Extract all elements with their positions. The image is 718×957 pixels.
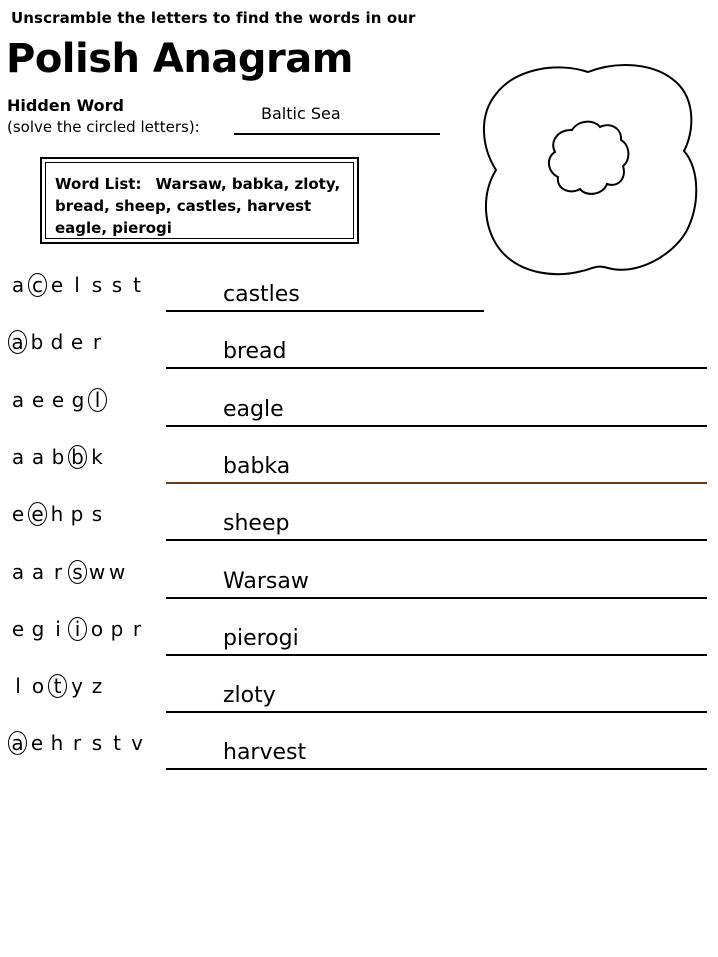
answer-text[interactable]: eagle [223, 396, 284, 422]
letter: p [70, 502, 84, 527]
letter: o [90, 616, 104, 641]
letter: k [91, 444, 103, 469]
hidden-word-line [234, 133, 440, 135]
answer-line [166, 367, 707, 369]
anagram-row [0, 560, 718, 618]
letter: g [71, 387, 85, 412]
anagram-row [0, 388, 718, 446]
letter: s [91, 273, 103, 297]
word-list-line-3: eagle, pierogi [55, 219, 172, 237]
letter: r [92, 330, 102, 355]
answer-line [166, 425, 707, 427]
letter: e [11, 502, 25, 527]
letter: e [50, 273, 64, 297]
word-list-label: Word List: [55, 175, 142, 193]
letter: a [11, 273, 25, 297]
intro-text: Unscramble the letters to find the words in our [11, 9, 416, 27]
letter: a [11, 387, 25, 412]
letter: a [31, 444, 45, 469]
anagram-row [0, 674, 718, 732]
letter: y [71, 674, 83, 699]
letter: b [30, 330, 44, 355]
circled-letter: e [28, 502, 47, 526]
answer-text[interactable]: babka [223, 453, 291, 479]
anagram-row [0, 273, 718, 331]
letter: z [91, 674, 103, 699]
letter: l [74, 273, 80, 297]
letter: e [51, 387, 65, 412]
hidden-word-label: Hidden Word [7, 96, 125, 115]
circled-letter: i [68, 617, 87, 641]
word-list-words-1: Warsaw, babka, zloty, [155, 175, 341, 193]
letter: o [31, 674, 45, 699]
letter: l [15, 674, 21, 699]
letter: r [53, 559, 63, 584]
circled-letter: a [8, 731, 27, 755]
answer-text[interactable]: Warsaw [223, 568, 309, 594]
scrambled-letters [8, 388, 107, 412]
scrambled-letters [8, 502, 107, 526]
scrambled-letters [8, 674, 107, 698]
scrambled-letters [8, 330, 107, 354]
word-list-text [55, 173, 340, 239]
letter: e [30, 731, 44, 756]
circled-letter: l [88, 388, 107, 412]
letter: d [50, 330, 64, 355]
anagram-row [0, 445, 718, 503]
letter: a [11, 444, 25, 469]
letter: e [11, 616, 25, 641]
answer-line [166, 482, 707, 484]
circled-letter: a [8, 330, 27, 354]
word-list-line-1 [55, 173, 340, 195]
letter: i [55, 616, 61, 641]
answer-text[interactable]: sheep [223, 511, 290, 537]
letter: s [91, 502, 103, 527]
answer-text[interactable]: zloty [223, 683, 276, 709]
circled-letter: c [28, 273, 47, 297]
answer-line [166, 597, 707, 599]
answer-line [166, 310, 484, 312]
scrambled-letters [8, 617, 147, 641]
answer-line [166, 654, 707, 656]
anagram-row [0, 330, 718, 388]
answer-line [166, 768, 707, 770]
letter: p [110, 616, 124, 641]
letter: e [70, 330, 84, 355]
answer-text[interactable]: castles [223, 282, 300, 307]
anagram-row [0, 617, 718, 675]
letter: h [50, 731, 64, 756]
letter: a [31, 559, 45, 584]
scrambled-letters [8, 273, 147, 297]
letter: r [72, 731, 82, 756]
word-list-line-2: bread, sheep, castles, harvest [55, 197, 312, 215]
anagram-row [0, 502, 718, 560]
circled-letter: b [68, 445, 87, 469]
answer-text[interactable]: pierogi [223, 625, 299, 651]
letter: r [132, 616, 142, 641]
letter: g [31, 616, 45, 641]
answer-text[interactable]: harvest [223, 740, 307, 766]
answer-line [166, 539, 707, 541]
circled-letter: s [68, 560, 87, 584]
letter: t [133, 273, 141, 297]
answer-line [166, 711, 707, 713]
letter: v [131, 731, 143, 756]
letter: s [111, 273, 123, 297]
scrambled-letters [8, 445, 107, 469]
hidden-word-instruction: (solve the circled letters): [7, 118, 200, 136]
hidden-word-answer[interactable]: Baltic Sea [261, 104, 341, 123]
letter: h [50, 502, 64, 527]
word-list-box [40, 157, 359, 244]
page-title: Polish Anagram [6, 36, 353, 82]
letter: e [31, 387, 45, 412]
answer-text[interactable]: bread [223, 339, 287, 365]
scrambled-letters [8, 731, 147, 755]
letter: b [51, 444, 65, 469]
letter: w [108, 559, 126, 584]
poppy-outline-icon [476, 56, 701, 281]
circled-letter: t [48, 674, 67, 698]
letter: s [91, 731, 103, 756]
letter: a [11, 559, 25, 584]
scrambled-letters [8, 560, 127, 584]
letter: t [113, 731, 121, 756]
anagram-row [0, 731, 718, 789]
letter: w [88, 559, 106, 584]
